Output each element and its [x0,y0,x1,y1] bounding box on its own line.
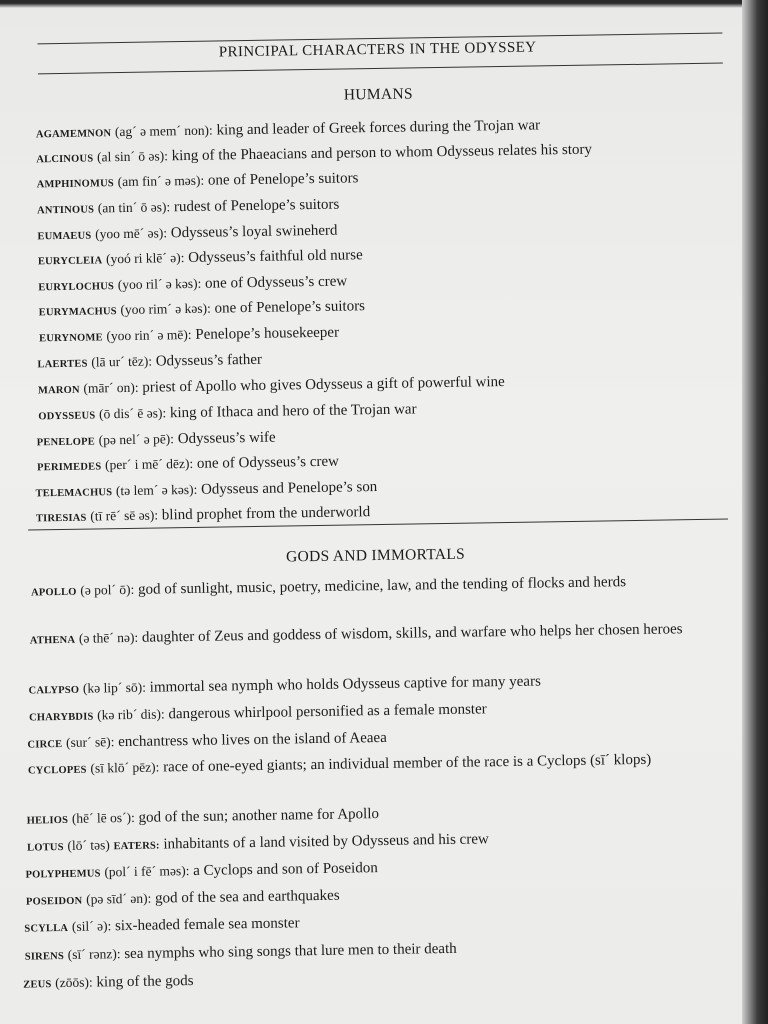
title-rule-bottom [38,63,723,75]
character-entry [25,937,457,970]
character-description: one of Penelope’s suitors [214,298,366,317]
character-name: PENELOPE [36,436,96,449]
pronunciation: (hē´ lē os´): [71,809,135,826]
character-description: Odysseus and Penelope’s son [200,479,378,498]
pronunciation: (sur´ sē): [65,734,115,750]
pronunciation: (pə nel´ ə pē): [98,431,175,448]
character-entry [25,856,378,888]
character-description: rudest of Penelope’s suitors [173,196,340,216]
pronunciation: (kə lip´ sō): [82,679,147,696]
pronunciation: (ag´ ə mem´ non): [114,122,213,140]
pronunciation: (sī´ rənz): [67,946,121,962]
character-name: ANTINOUS [37,204,95,217]
character-name: CALYPSO [28,684,80,697]
character-entry [37,348,262,378]
character-entry [38,397,417,429]
character-description: god of the sea and earthquakes [154,887,340,907]
pronunciation: (tə lem´ ə kəs): [115,481,198,499]
character-name: ATHENA [29,634,76,647]
character-name: CIRCE [27,739,63,751]
character-name: LOTUS [27,842,64,854]
pronunciation: (an tin´ ō əs): [97,199,171,216]
character-description: Odysseus’s loyal swineherd [170,222,338,242]
character-description: king and leader of Greek forces during the Trojan war [216,117,541,139]
character-description: one of Odysseus’s crew [196,453,340,472]
pronunciation: (al sin´ ō əs): [96,148,169,165]
pronunciation: (yoo rin´ ə mē): [106,326,192,344]
character-entry [26,802,379,834]
pronunciation: (sil´ ə): [71,918,112,934]
character-name: EURYNOME [39,332,103,345]
character-name: EURYMACHUS [38,306,117,319]
character-description: Odysseus’s wife [177,429,276,448]
character-description: daughter of Zeus and goddess of wisdom, skills, and warfare who helps her chosen heroes [141,621,683,646]
character-name: ALCINOUS [36,153,94,166]
page-edge-shadow [742,0,768,1024]
character-name: SCYLLA [24,922,69,935]
character-name: POLYPHEMUS [25,868,101,881]
pronunciation: (yoo mē´ əs): [95,225,168,242]
character-description: god of the sun; another name for Apollo [138,806,380,826]
character-description: sea nymphs who sing songs that lure men to their death [124,940,457,963]
pronunciation: (pə sīd´ ən): [86,890,152,907]
character-description: dangerous whirlpool personified as a female monster [168,701,487,723]
gods-heading: GODS AND IMMORTALS [285,545,466,566]
character-description: Odysseus’s father [155,351,263,370]
pronunciation: (ə thē´ nə): [78,629,139,646]
pronunciation: (sī klō´ pēz): [90,759,160,776]
character-name: POSEIDON [25,895,83,908]
character-description: Odysseus’s faithful old nurse [188,247,363,266]
character-entry [23,969,194,998]
character-description: six-headed female sea monster [114,915,300,935]
pronunciation: (yoo rim´ ə kəs): [120,300,211,318]
character-name: ODYSSEUS [38,410,96,423]
pronunciation: (am fin´ ə məs): [117,172,205,190]
pronunciation: (kə rib´ dis): [97,706,165,723]
character-description: inhabitants of a land visited by Odysseus and his crew [163,831,489,853]
character-name: ZEUS [23,979,52,991]
scan-shadow-top [0,0,742,8]
character-name: CHARYBDIS [28,711,94,724]
character-description: one of Penelope’s suitors [207,170,359,189]
character-name: APOLLO [31,586,77,599]
character-name: CYCLOPES [27,764,87,777]
character-name: PERIMEDES [37,461,102,474]
character-name: EURYLOCHUS [38,281,115,294]
pronunciation: (yoó ri klē´ ə): [105,250,185,267]
pronunciation: (yoo ril´ ə kəs): [117,275,202,293]
character-description: priest of Apollo who gives Odysseus a gift of powerful wine [142,374,505,396]
character-name: EUMAEUS [37,230,92,243]
pronunciation: (ə pol´ ō): [80,581,135,598]
character-description: race of one-eyed giants; an individual member of the race is a Cyclops (sī´ klops) [162,751,652,776]
character-description: king of Ithaca and hero of the Trojan war [169,401,417,422]
pronunciation: (per´ i mē´ dēz): [104,455,194,473]
humans-heading: HUMANS [343,85,413,104]
character-name: MARON [37,384,80,397]
pronunciation: (mār´ on): [83,379,139,396]
character-description: king of the gods [96,972,194,991]
character-name: TELEMACHUS [35,487,113,500]
character-entry [39,321,339,352]
character-description: one of Odysseus’s crew [204,273,348,292]
pronunciation: (pol´ i fē´ məs): [104,863,190,880]
character-description: enchantress who lives on the island of Aeaea [118,729,387,751]
character-description: god of sunlight, music, poetry, medicine, law, and the tending of flocks and herds [137,574,627,598]
character-name: SIRENS [24,951,65,963]
character-description: king of the Phaeacians and person to whom Odysseus relates his story [171,141,593,165]
pronunciation: (tī rē´ sē əs): [90,507,159,524]
character-name: LAERTES [37,358,88,371]
pronunciation: (lā ur´ tēz): [91,353,153,370]
character-entry [31,568,742,605]
character-name: HELIOS [26,814,69,827]
character-name: EURYCLEIA [37,255,103,268]
character-description: blind prophet from the underworld [161,504,371,524]
page-title: PRINCIPAL CHARACTERS IN THE ODYSSEY [218,39,537,61]
character-description: Penelope’s housekeeper [195,324,340,343]
character-description: immortal sea nymph who holds Odysseus captive for many years [149,673,541,696]
character-name: AGAMEMNON [35,128,112,141]
character-entry [24,911,300,941]
character-name: TIRESIAS [35,512,87,525]
pronunciation: (lō´ təs) [67,837,110,853]
character-name: AMPHINOMUS [36,178,115,191]
character-description: a Cyclops and son of Poseidon [193,860,378,879]
character-name-continued: EATERS: [113,840,160,853]
pronunciation: (zōōs): [55,974,93,991]
character-entry [26,884,340,915]
character-entry [30,616,742,653]
pronunciation: (ō dis´ ē əs): [98,405,167,422]
